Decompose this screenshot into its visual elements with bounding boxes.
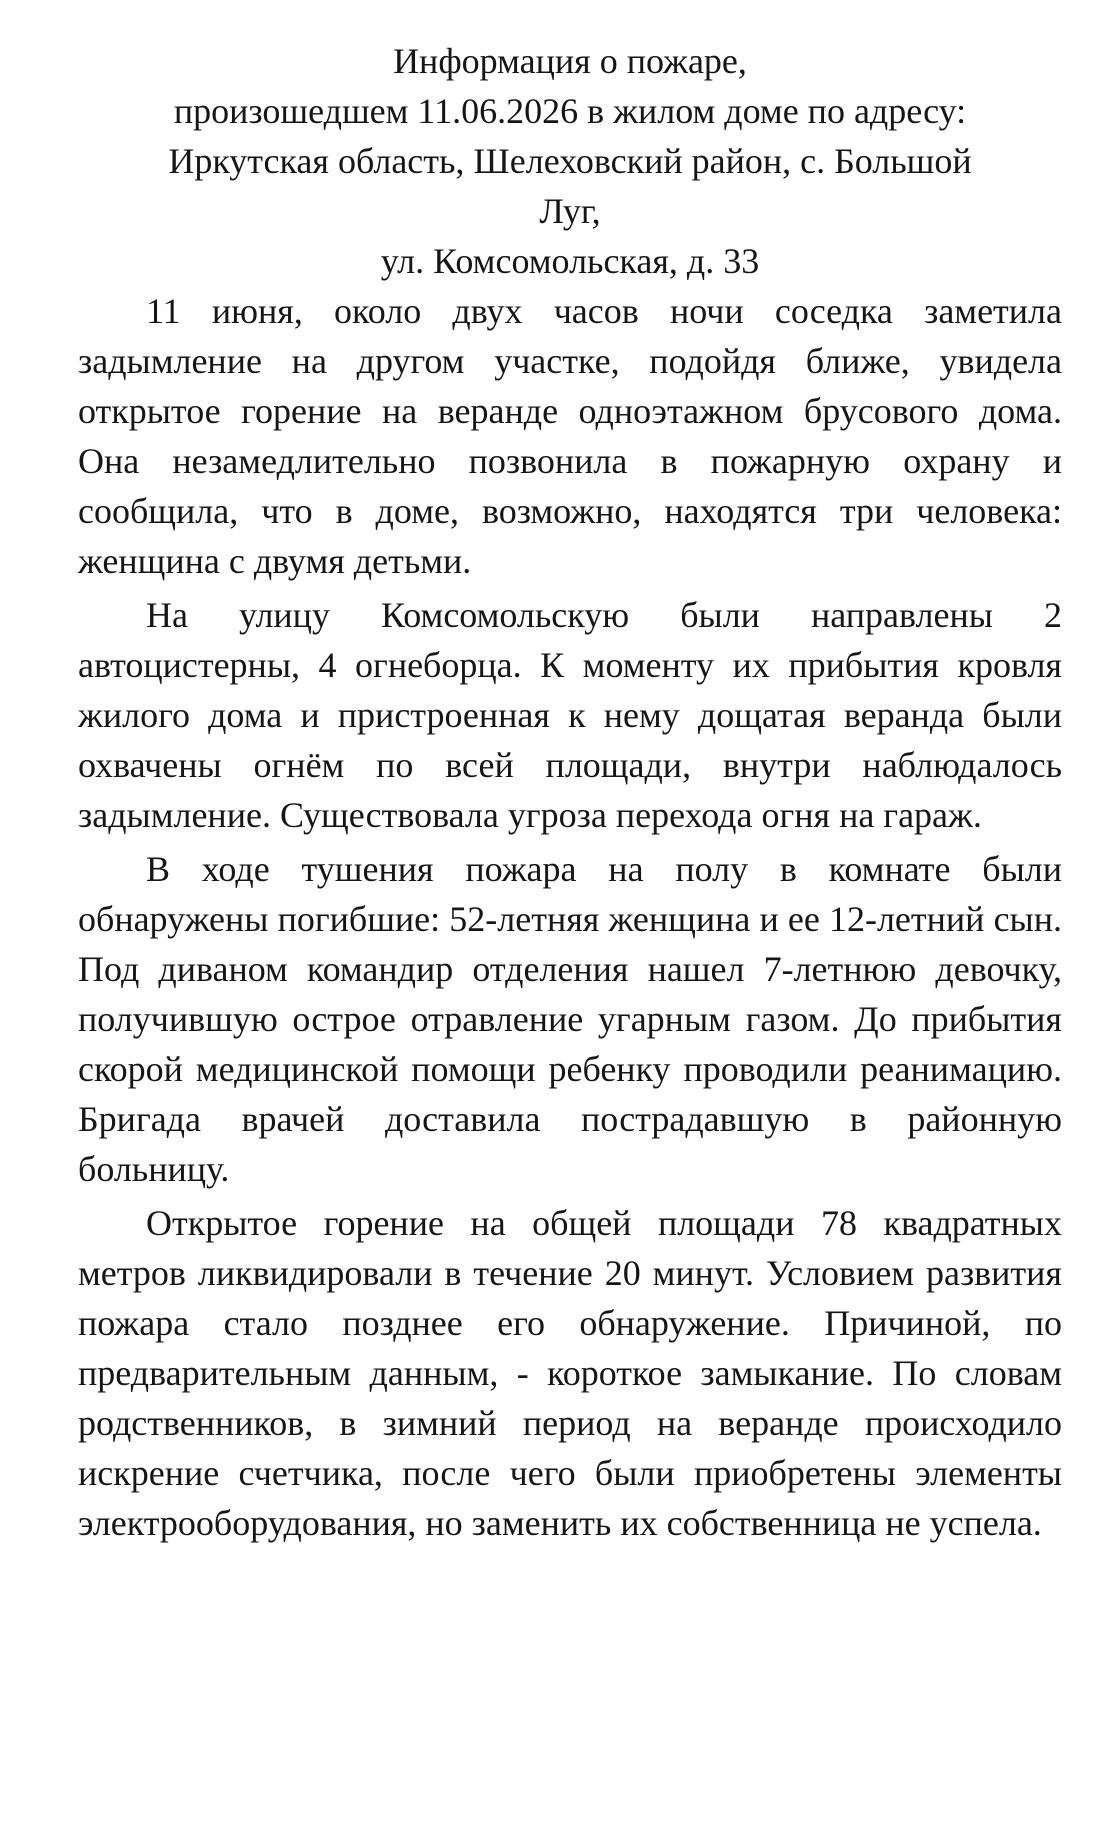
title-line: произошедшем 11.06.2026 в жилом доме по адресу: xyxy=(173,91,967,131)
title-line: Информация о пожаре, xyxy=(393,41,747,81)
paragraph-victims: В ходе тушения пожара на полу в комнате были обнаружены погибшие: 52-летняя женщина и ее 12-летний сын. Под диваном командир отделения нашел 7-летнюю девочку, получившую острое отравление угарным газом. До прибытия скорой медицинской помощи ребенку проводили реанимацию. Бригада врачей доставила пострадавшую в районную больницу. xyxy=(78,849,1062,1189)
title-line: Луг, xyxy=(539,191,601,231)
title-line: Иркутская область, Шелеховский район, с. Большой xyxy=(168,141,972,181)
paragraph-cause: Открытое горение на общей площади 78 квадратных метров ликвидировали в течение 20 минут. Условием развития пожара стало позднее его обнаружение. Причиной, по предварительным данным, - короткое замыкание. По словам родственников, в зимний период на веранде происходило искрение счетчика, после чего были приобретены элементы электрооборудования, но заменить их собственница не успела. xyxy=(78,1203,1062,1543)
title-line: ул. Комсомольская, д. 33 xyxy=(380,241,760,281)
document-title xyxy=(78,36,1062,286)
paragraph-response: На улицу Комсомольскую были направлены 2 автоцистерны, 4 огнеборца. К моменту их прибытия кровля жилого дома и пристроенная к нему дощатая веранда были охвачены огнём по всей площади, внутри наблюдалось задымление. Существовала угроза перехода огня на гараж. xyxy=(78,595,1062,835)
paragraph-discovery: 11 июня, около двух часов ночи соседка заметила задымление на другом участке, подойдя ближе, увидела открытое горение на веранде одноэтажном брусового дома. Она незамедлительно позвонила в пожарную охрану и сообщила, что в доме, возможно, находятся три человека: женщина с двумя детьми. xyxy=(78,291,1062,581)
document-page xyxy=(78,36,1062,1552)
